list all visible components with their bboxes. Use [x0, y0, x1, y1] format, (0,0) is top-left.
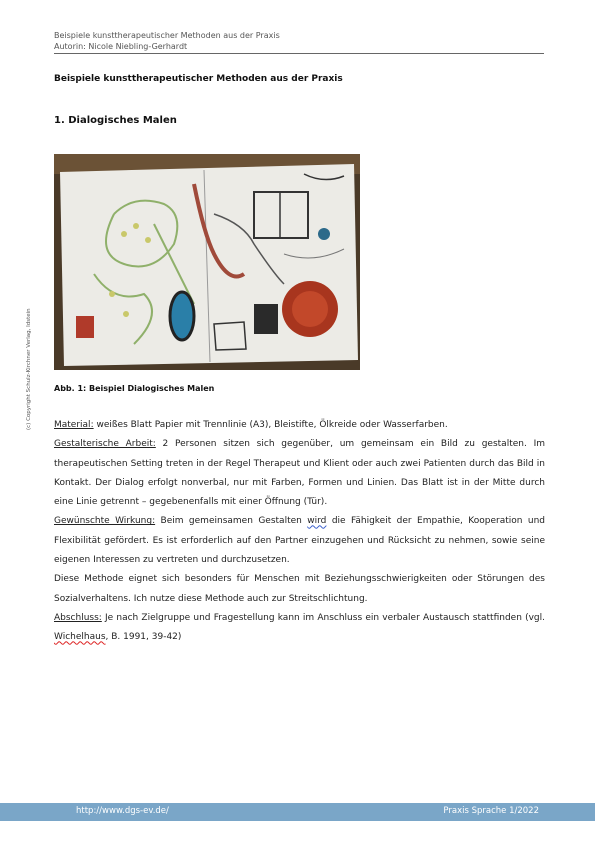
paragraph-zielgruppe: [54, 570, 545, 609]
text-material: weißes Blatt Papier mit Trennlinie (A3), Bleistifte, Ölkreide oder Wasserfarben.: [93, 420, 448, 430]
header-author: Autorin: Nicole Niebling-Gerhardt: [54, 42, 188, 51]
dialogic-painting-photo: [54, 154, 360, 370]
label-abschluss: Abschluss:: [54, 612, 102, 623]
paragraph-gestalterische-arbeit: [54, 435, 545, 512]
body-text: [54, 416, 545, 648]
footer-issue: Praxis Sprache 1/2022: [443, 806, 539, 816]
figure-photo: [54, 154, 360, 370]
running-header: [54, 30, 280, 52]
paragraph-wirkung: [54, 512, 545, 570]
text-abschluss-post: , B. 1991, 39-42): [105, 632, 182, 643]
paragraph-abschluss: [54, 609, 545, 648]
text-gestalterische-arbeit: 2 Personen sitzen sich gegenüber, um gemeinsam ein Bild zu gestalten. Im therapeutischen Setting treten in der Regel Therapeut und Klient oder auch zwei Patienten durch das Bild in Kontakt. Der Dialog erfolgt nonverbal, nur mit Farben, Formen und Linien. Das Blatt ist in der Mitte durch eine Linie getrennt – gegebenenfalls mit einer Öffnung (Tür).: [54, 439, 545, 508]
label-wirkung: Gewünschte Wirkung:: [54, 516, 156, 527]
footer-bar: [0, 803, 595, 821]
section-title: 1. Dialogisches Malen: [54, 115, 177, 126]
text-wirkung-pre: Beim gemeinsamen Gestalten: [155, 516, 308, 527]
text-abschluss-reference: Wichelhaus: [54, 632, 106, 643]
copyright-notice: (c) Copyright Schulz-Kirchner Verlag, Idstein: [26, 308, 32, 430]
header-title: Beispiele kunsttherapeutischer Methoden aus der Praxis: [54, 31, 280, 40]
figure-caption: Abb. 1: Beispiel Dialogisches Malen: [54, 384, 215, 393]
document-title: Beispiele kunsttherapeutischer Methoden aus der Praxis: [54, 74, 343, 84]
text-wirkung-flagged-word: wird: [307, 516, 327, 527]
label-material: Material:: [54, 420, 94, 430]
text-wirkung-post: die Fähigkeit der Empathie, Kooperation und Flexibilität gefördert. Es ist erforderlich auf den Partner einzugehen und Rücksicht zu nehmen, sowie seine eigenen Interessen zu vertreten und durchzusetzen.: [54, 516, 545, 566]
text-zielgruppe: Diese Methode eignet sich besonders für Menschen mit Beziehungsschwierigkeiten oder Störungen des Sozialverhaltens. Ich nutze diese Methode auch zur Streitschlichtung.: [54, 574, 545, 604]
paragraph-material: [54, 416, 545, 435]
footer-url-link[interactable]: http://www.dgs-ev.de/: [76, 806, 169, 816]
header-divider: [54, 53, 544, 54]
label-gestalterische-arbeit: Gestalterische Arbeit:: [54, 439, 156, 450]
text-abschluss-pre: Je nach Zielgruppe und Fragestellung kann im Anschluss ein verbaler Austausch stattfinden (vgl.: [101, 612, 545, 623]
